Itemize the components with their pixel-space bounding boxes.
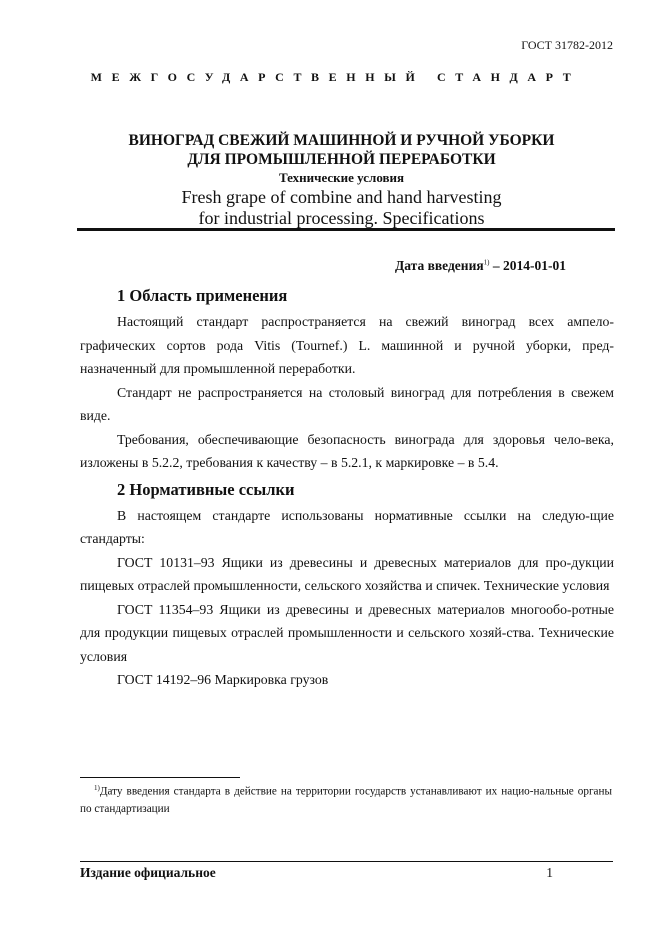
section-2-paragraph: В настоящем стандарте использованы нормативные ссылки на следую-щие стандарты:	[80, 507, 614, 546]
introduction-date-footnote-mark: 1)	[483, 258, 490, 267]
reference-item: ГОСТ 11354–93 Ящики из древесины и древесных материалов многообо-ротные для продукции пищевых отраслей промышленности и сельского хозяй-ства. Технические условия	[80, 601, 614, 664]
section-1-paragraph: Настоящий стандарт распространяется на свежий виноград всех ампело-графических сортов рода Vitis (Tournef.) L. машинной и ручной уборки, пред-назначенный для промышленной переработки.	[80, 314, 614, 376]
edition-label: Издание официальное	[80, 865, 216, 880]
title-ru-subtitle: Технические условия	[278, 170, 405, 185]
introduction-date-value: – 2014-01-01	[492, 258, 566, 273]
reference-item: ГОСТ 10131–93 Ящики из древесины и древесных материалов для про-дукции пищевых отраслей промышленности, сельского хозяйства и спичек. Технические условия	[80, 554, 614, 593]
title-ru-line-1: ВИНОГРАД СВЕЖИЙ МАШИННОЙ И РУЧНОЙ УБОРКИ	[128, 132, 555, 149]
section-1-heading: 1 Область применения	[117, 286, 288, 305]
footnote-divider	[80, 777, 240, 778]
footnote-mark: 1)	[94, 784, 100, 792]
title-en-line-2: for industrial processing. Specifications	[198, 208, 485, 228]
document-body	[80, 281, 614, 692]
section-1-paragraph: Стандарт не распространяется на столовый виноград для потребления в свежем виде.	[80, 384, 614, 423]
section-1-paragraph: Требования, обеспечивающие безопасность винограда для здоровья чело-века, изложены в 5.2.2, требования к качеству – в 5.2.1, к маркировке – в 5.4.	[80, 431, 614, 470]
title-divider	[77, 228, 615, 231]
page-number: 1	[546, 865, 553, 880]
title-en-line-1: Fresh grape of combine and hand harvesting	[181, 187, 502, 207]
standard-type-header: МЕЖГОСУДАРСТВЕННЫЙ СТАНДАРТ	[90, 70, 581, 84]
introduction-date	[395, 258, 566, 274]
footnote-text: Дату введения стандарта в действие на территории государств устанавливают их нацио-нальные органы по стандартизации	[80, 785, 612, 815]
section-2-heading: 2 Нормативные ссылки	[117, 479, 295, 499]
reference-item: ГОСТ 14192–96 Маркировка грузов	[117, 672, 329, 687]
introduction-date-label: Дата введения	[394, 258, 484, 273]
title-block	[70, 131, 613, 229]
title-ru-line-2: ДЛЯ ПРОМЫШЛЕННОЙ ПЕРЕРАБОТКИ	[187, 151, 496, 168]
footer-divider	[80, 861, 613, 862]
document-number: ГОСТ 31782-2012	[521, 38, 613, 52]
footnote	[80, 780, 612, 818]
